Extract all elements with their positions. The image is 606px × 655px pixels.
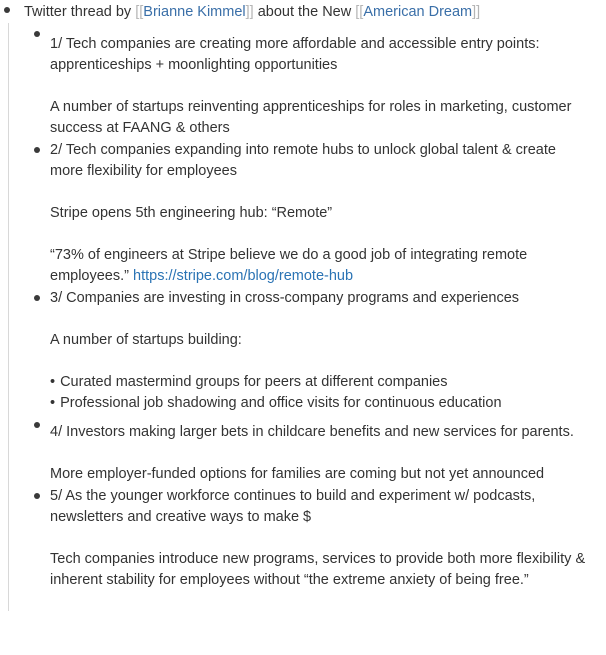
- block-1-heading: 1/ Tech companies are creating more affordable and accessible entry points: apprenticeships + moonlighting opportunities: [50, 36, 540, 73]
- root-text[interactable]: [24, 0, 606, 23]
- child-block-3[interactable]: [8, 287, 606, 414]
- root-bullet-icon[interactable]: [4, 7, 10, 13]
- block-5-body: Tech companies introduce new programs, services to provide both more flexibility & inherent stability for employees without “the extreme anxiety of being free.”: [50, 551, 586, 588]
- block-4-body: More employer-funded options for families are coming but not yet announced: [50, 466, 545, 482]
- list-item: • Professional job shadowing and office visits for continuous education: [50, 393, 586, 414]
- list-item: • Curated mastermind groups for peers at different companies: [50, 372, 586, 393]
- block-5-heading: 5/ As the younger workforce continues to build and experiment w/ podcasts, newsletters and creative ways to make $: [50, 488, 536, 525]
- child-bullet-icon[interactable]: [34, 422, 40, 428]
- child-bullet-icon[interactable]: [34, 31, 40, 37]
- stripe-remote-hub-link[interactable]: https://stripe.com/blog/remote-hub: [133, 268, 354, 284]
- block-3-heading: 3/ Companies are investing in cross-company programs and experiences: [50, 290, 520, 306]
- child-bullet-icon[interactable]: [34, 493, 40, 499]
- child-block-4[interactable]: [8, 414, 606, 485]
- block-2-quote-text: “73% of engineers at Stripe believe we do a good job of integrating remote employees.”: [50, 247, 528, 284]
- child-bullet-icon[interactable]: [34, 147, 40, 153]
- open-bracket: [[: [135, 4, 144, 20]
- block-3-sub-list: [50, 372, 586, 414]
- page-ref-brianne-kimmel[interactable]: Brianne Kimmel: [143, 4, 246, 20]
- block-1-body: A number of startups reinventing apprenticeships for roles in marketing, customer success at FAANG & others: [50, 99, 572, 136]
- close-bracket: ]]: [245, 4, 254, 20]
- close-bracket: ]]: [472, 4, 481, 20]
- root-middle: about the New: [253, 4, 356, 20]
- page-ref-american-dream[interactable]: American Dream: [363, 4, 473, 20]
- open-bracket: [[: [355, 4, 364, 20]
- root-block[interactable]: [0, 0, 606, 23]
- block-4-heading: 4/ Investors making larger bets in childcare benefits and new services for parents.: [50, 424, 574, 440]
- child-block-1[interactable]: [8, 23, 606, 139]
- block-2-quote: [50, 245, 586, 287]
- child-bullet-icon[interactable]: [34, 295, 40, 301]
- block-3-body: A number of startups building:: [50, 332, 242, 348]
- child-block-2[interactable]: [8, 139, 606, 287]
- block-2-body: Stripe opens 5th engineering hub: “Remote”: [50, 205, 333, 221]
- block-2-heading: 2/ Tech companies expanding into remote hubs to unlock global talent & create more flexibility for employees: [50, 142, 556, 179]
- root-prefix: Twitter thread by: [24, 4, 136, 20]
- child-block-5[interactable]: [8, 485, 606, 591]
- child-blocks: [8, 23, 606, 591]
